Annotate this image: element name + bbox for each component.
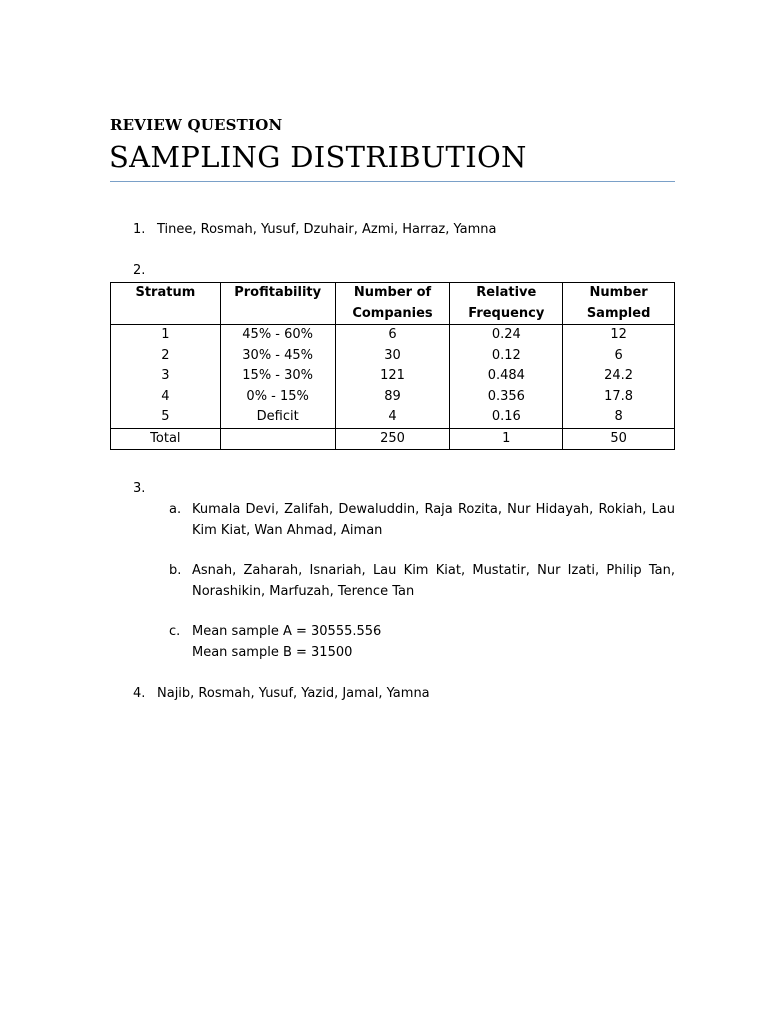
- table-cell: 89: [335, 387, 450, 408]
- table-cell: [220, 428, 335, 450]
- table-cell: 0.356: [450, 387, 563, 408]
- header-line: Stratum: [135, 285, 196, 300]
- table-cell: 6: [563, 346, 675, 367]
- table-cell: 1: [111, 325, 221, 346]
- mean-sample-a: Mean sample A = 30555.556: [192, 624, 382, 639]
- header-line: Profitability: [234, 285, 322, 300]
- header-relative-frequency: [450, 283, 563, 325]
- table-cell: 24.2: [563, 366, 675, 387]
- table-cell: 0.484: [450, 366, 563, 387]
- header-number-of-companies: [335, 283, 450, 325]
- table-cell: 2: [111, 346, 221, 367]
- table-cell: 5: [111, 407, 221, 428]
- table-cell: 45% - 60%: [220, 325, 335, 346]
- table-cell: 8: [563, 407, 675, 428]
- question-2-number: 2.: [133, 263, 146, 278]
- question-3a-label: a.: [169, 502, 182, 517]
- table-header-row: [111, 283, 675, 325]
- table-cell: 0.12: [450, 346, 563, 367]
- table-cell: 0.24: [450, 325, 563, 346]
- table-row: [111, 346, 675, 367]
- header-line: Relative: [476, 285, 537, 300]
- title-underline: [110, 181, 675, 182]
- header-line: Companies: [352, 305, 433, 321]
- table-cell: 4: [335, 407, 450, 428]
- table-cell: 30% - 45%: [220, 346, 335, 367]
- table-cell: Deficit: [220, 407, 335, 428]
- header-line: [221, 304, 335, 325]
- header-number-sampled: [563, 283, 675, 325]
- table-row: [111, 407, 675, 428]
- header-line: Number of: [353, 285, 432, 300]
- table-cell: 4: [111, 387, 221, 408]
- table-total-row: [111, 428, 675, 450]
- table-cell: 6: [335, 325, 450, 346]
- header-profitability: [220, 283, 335, 325]
- question-3b-label: b.: [169, 563, 182, 578]
- table-cell: 250: [335, 428, 450, 450]
- table-cell: Total: [111, 428, 221, 450]
- header-line: Number: [589, 285, 648, 300]
- question-3-number: 3.: [133, 481, 146, 496]
- table-cell: 121: [335, 366, 450, 387]
- question-1-answer: Tinee, Rosmah, Yusuf, Dzuhair, Azmi, Harraz, Yamna: [157, 222, 497, 237]
- header-line: Frequency: [468, 305, 545, 321]
- mean-sample-b: Mean sample B = 31500: [192, 644, 353, 660]
- question-4-number: 4.: [133, 686, 146, 701]
- table-cell: 50: [563, 428, 675, 450]
- table-cell: 3: [111, 366, 221, 387]
- table-cell: 0% - 15%: [220, 387, 335, 408]
- question-3b-answer: Asnah, Zaharah, Isnariah, Lau Kim Kiat, Mustatir, Nur Izati, Philip Tan, Norashikin, Marfuzah, Terence Tan: [192, 563, 675, 599]
- question-3c-answer: [192, 622, 675, 663]
- header-line: [111, 304, 220, 325]
- table-row: [111, 325, 675, 346]
- document-subtitle: REVIEW QUESTION: [110, 116, 283, 134]
- table-cell: 12: [563, 325, 675, 346]
- table-row: [111, 366, 675, 387]
- table-cell: 15% - 30%: [220, 366, 335, 387]
- table-cell: 30: [335, 346, 450, 367]
- table-cell: 17.8: [563, 387, 675, 408]
- table-cell: 0.16: [450, 407, 563, 428]
- document-title: SAMPLING DISTRIBUTION: [109, 140, 527, 174]
- question-4-answer: Najib, Rosmah, Yusuf, Yazid, Jamal, Yamna: [157, 686, 430, 701]
- question-1-number: 1.: [133, 222, 146, 237]
- header-line: Sampled: [586, 305, 651, 321]
- table-cell: 1: [450, 428, 563, 450]
- table-row: [111, 387, 675, 408]
- stratified-sampling-table: [110, 282, 675, 450]
- question-3c-label: c.: [169, 624, 181, 639]
- header-stratum: [111, 283, 221, 325]
- question-3a-answer: Kumala Devi, Zalifah, Dewaluddin, Raja Rozita, Nur Hidayah, Rokiah, Lau Kim Kiat, Wan Ahmad, Aiman: [192, 502, 675, 538]
